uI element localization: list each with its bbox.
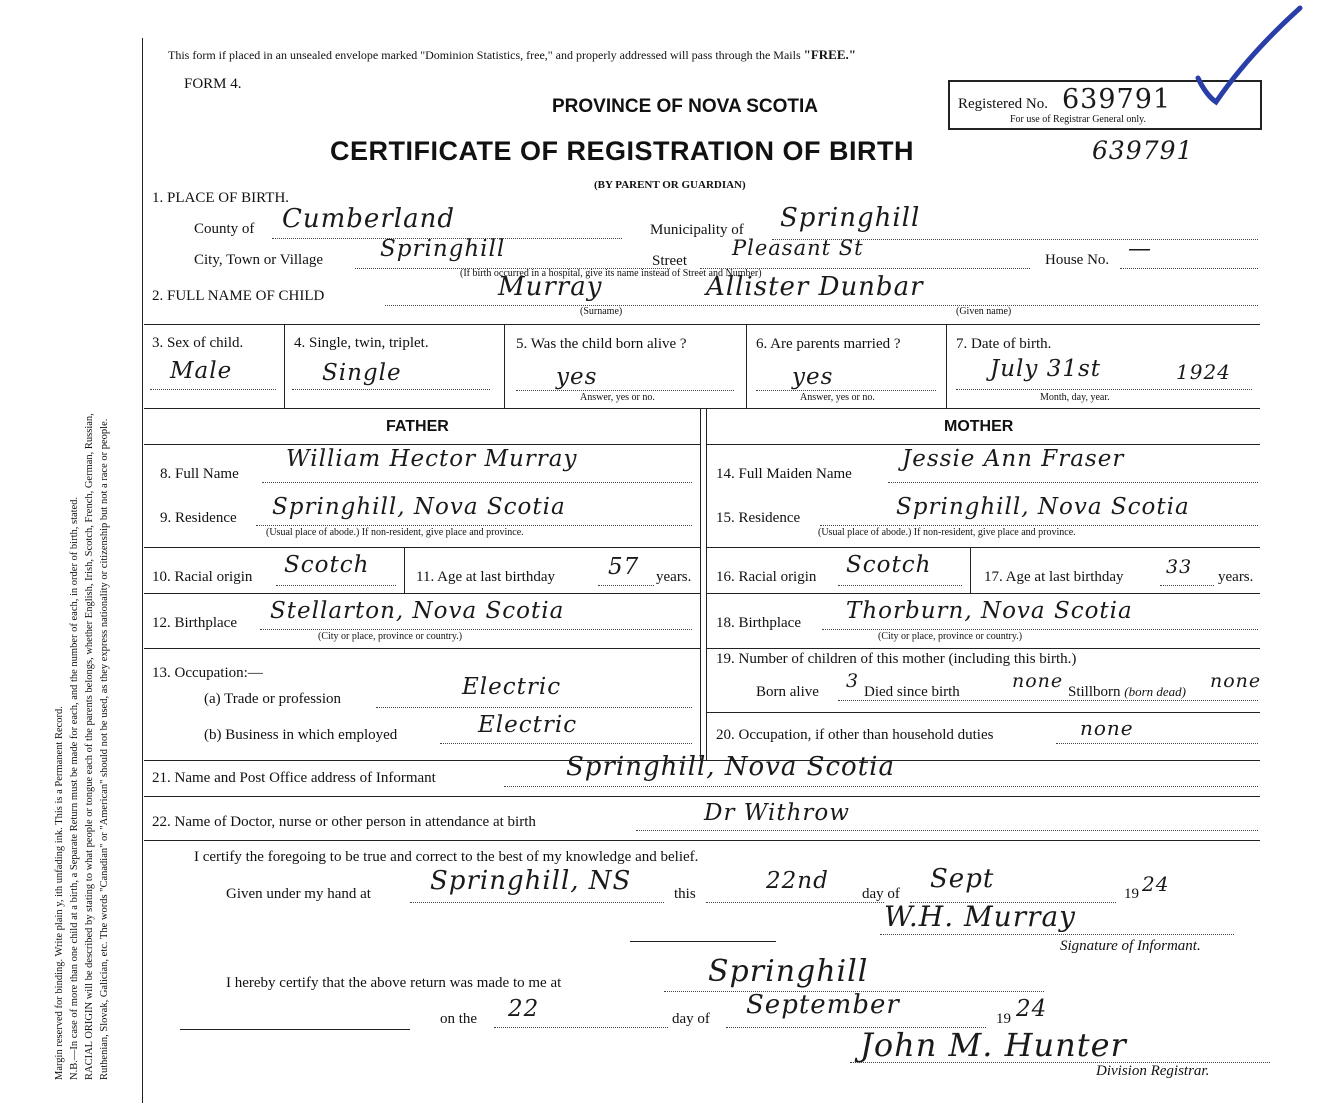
father-residence-line [256, 525, 692, 526]
county-value: Cumberland [282, 204, 455, 234]
given-place-line [410, 902, 664, 903]
father-residence-label: 9. Residence [160, 510, 237, 526]
registrar-on-the: on the [440, 1011, 478, 1027]
sex-label: 3. Sex of child. [152, 335, 244, 351]
father-racial-value: Scotch [284, 552, 370, 578]
mother-name-value: Jessie Ann Fraser [902, 446, 1125, 472]
subtitle: (BY PARENT OR GUARDIAN) [594, 179, 746, 191]
children-label: 19. Number of children of this mother (including this birth.) [716, 651, 1077, 667]
registrar-signature: John M. Hunter [860, 1026, 1127, 1064]
margin-line-2: N.B.—In case of more than one child at a birth, a Separate Return must be made for each, and the number of each, in order of birth, stated. [69, 496, 80, 1080]
registrar-line: I hereby certify that the above return was made to me at [226, 975, 562, 991]
mother-occupation-line [1056, 743, 1258, 744]
mail-notice [168, 47, 856, 63]
dob-year: 1924 [1176, 360, 1231, 384]
occupation-label: 13. Occupation:— [152, 665, 263, 681]
mail-notice-free: "FREE." [803, 47, 856, 62]
street-value: Pleasant St [732, 236, 864, 260]
married-note: Answer, yes or no. [800, 392, 875, 403]
given-under-label: Given under my hand at [226, 886, 371, 902]
father-birthplace-label: 12. Birthplace [152, 615, 237, 631]
city-value: Springhill [380, 236, 506, 262]
municipality-value: Springhill [780, 203, 921, 233]
business-label: (b) Business in which employed [204, 727, 398, 743]
surname-note: (Surname) [580, 306, 623, 317]
rule-registrar-left [180, 1029, 410, 1030]
father-years: years. [656, 569, 692, 585]
margin-line-1: Margin reserved for binding. Write plain y, ith unfading ink. This is a Permanent Record. [54, 706, 65, 1080]
mother-age-label: 17. Age at last birthday [984, 569, 1124, 585]
page-title: CERTIFICATE OF REGISTRATION OF BIRTH [330, 136, 914, 166]
rule-col-4 [946, 324, 947, 408]
informant-label: 21. Name and Post Office address of Informant [152, 770, 436, 786]
certify-this: this [674, 886, 696, 902]
rule-parent-divider-b [706, 408, 707, 760]
trade-label: (a) Trade or profession [204, 691, 342, 707]
informant-signature-line [880, 934, 1234, 935]
rule-father-10 [144, 593, 700, 594]
mother-racial-label: 16. Racial origin [716, 569, 817, 585]
father-heading: FATHER [386, 418, 449, 435]
rule-mother-heading [706, 444, 1260, 445]
registrar-signature-label: Division Registrar. [1096, 1063, 1210, 1079]
mother-birthplace-value: Thorburn, Nova Scotia [846, 598, 1133, 624]
child-surname: Murray [498, 272, 603, 302]
rule-mother-18 [706, 648, 1260, 649]
rule-father-12 [144, 648, 700, 649]
registrar-place: Springhill [708, 954, 869, 989]
mother-heading: MOTHER [944, 418, 1014, 435]
house-value: — [1128, 236, 1152, 262]
mother-racial-value: Scotch [846, 552, 932, 578]
certify-day: 22nd [766, 868, 829, 894]
informant-signature-label: Signature of Informant. [1060, 938, 1201, 954]
house-label: House No. [1045, 252, 1110, 268]
given-place: Springhill, NS [430, 866, 632, 896]
rule-mother-age [970, 547, 971, 593]
plurality-value: Single [322, 360, 402, 386]
alive-label: 5. Was the child born alive ? [516, 336, 687, 352]
registrar-day-of: day of [672, 1011, 710, 1027]
dob-line [956, 389, 1252, 390]
informant-signature: W.H. Murray [884, 900, 1076, 933]
mother-occupation-label: 20. Occupation, if other than household duties [716, 727, 994, 743]
registered-label: Registered No. [958, 96, 1048, 112]
house-line [1120, 268, 1258, 269]
registrar-use-note: For use of Registrar General only. [1010, 114, 1146, 125]
certify-month: Sept [930, 864, 995, 894]
mother-residence-note: (Usual place of abode.) If non-resident, give place and province. [818, 527, 1076, 538]
died-label: Died since birth [864, 684, 960, 700]
child-name-line [385, 305, 1258, 306]
stillborn-label-text: Stillborn [1068, 684, 1121, 700]
doctor-label: 22. Name of Doctor, nurse or other person in attendance at birth [152, 814, 536, 830]
registered-value: 639791 [1062, 84, 1172, 115]
certify-day-of: day of [862, 886, 900, 902]
province-title: PROVINCE OF NOVA SCOTIA [552, 96, 819, 117]
father-age-label: 11. Age at last birthday [416, 569, 555, 585]
dob-value: July 31st [990, 356, 1102, 382]
title-number: 639791 [1092, 136, 1194, 165]
left-border [142, 38, 143, 1103]
mother-birthplace-note: (City or place, province or country.) [878, 631, 1023, 642]
children-line [838, 700, 1258, 701]
mother-residence-line [820, 525, 1258, 526]
married-label: 6. Are parents married ? [756, 336, 901, 352]
mother-name-line [888, 482, 1258, 483]
rule-short-divider [630, 941, 776, 942]
father-birthplace-line [260, 629, 692, 630]
trade-value: Electric [462, 674, 562, 700]
informant-line [504, 786, 1258, 787]
street-label: Street [652, 253, 687, 269]
rule-father-9 [144, 547, 700, 548]
father-racial-label: 10. Racial origin [152, 569, 253, 585]
rule-col-3 [746, 324, 747, 408]
form-number: FORM 4. [184, 76, 242, 92]
alive-note: Answer, yes or no. [580, 392, 655, 403]
father-residence-note: (Usual place of abode.) If non-resident, give place and province. [266, 527, 524, 538]
alive-value: yes [556, 364, 598, 390]
plurality-label: 4. Single, twin, triplet. [294, 335, 429, 351]
rule-row3-top [144, 324, 1260, 325]
rule-doctor [144, 840, 1260, 841]
doctor-line [636, 830, 1258, 831]
stillborn-note: (born dead) [1124, 684, 1187, 699]
married-line [756, 390, 936, 391]
doctor-value: Dr Withrow [704, 800, 850, 826]
alive-line [516, 390, 734, 391]
informant-value: Springhill, Nova Scotia [566, 752, 895, 782]
rule-father-age [404, 547, 405, 593]
hospital-note: (If birth occurred in a hospital, give its name instead of Street and Number) [460, 268, 762, 279]
county-label: County of [194, 221, 255, 237]
rule-parent-divider-a [700, 408, 701, 760]
mother-residence-value: Springhill, Nova Scotia [896, 494, 1190, 520]
mother-occupation-value: none [1080, 716, 1134, 740]
born-alive-label: Born alive [756, 684, 819, 700]
trade-line [376, 707, 692, 708]
mother-birthplace-label: 18. Birthplace [716, 615, 801, 631]
stillborn-value: none [1210, 670, 1262, 692]
mother-residence-label: 15. Residence [716, 510, 801, 526]
married-value: yes [792, 364, 834, 390]
rule-row3-bottom [144, 408, 1260, 409]
sex-line [150, 389, 276, 390]
child-given-name: Allister Dunbar [706, 272, 924, 302]
mother-age-value: 33 [1166, 556, 1193, 578]
registrar-month: September [746, 990, 900, 1020]
given-note: (Given name) [956, 306, 1012, 317]
registrar-year: 24 [1016, 996, 1048, 1022]
born-alive-value: 3 [846, 670, 860, 692]
certify-line: I certify the foregoing to be true and correct to the best of my knowledge and belief. [194, 849, 699, 865]
registrar-day-line [494, 1027, 668, 1028]
mother-birthplace-line [822, 629, 1258, 630]
business-line [440, 743, 692, 744]
business-value: Electric [478, 712, 578, 738]
father-age-value: 57 [608, 554, 640, 580]
rule-col-1 [284, 324, 285, 408]
rule-informant [144, 796, 1260, 797]
margin-notes [52, 413, 112, 1080]
municipality-label: Municipality of [650, 222, 744, 238]
stillborn-label [1068, 684, 1186, 701]
father-name-line [262, 482, 692, 483]
mother-age-line [1160, 585, 1214, 586]
father-racial-line [276, 585, 396, 586]
rule-mother-15 [706, 547, 1260, 548]
father-birthplace-note: (City or place, province or country.) [318, 631, 463, 642]
registrar-day: 22 [508, 996, 540, 1022]
sex-value: Male [170, 358, 233, 384]
certify-year-prefix: 19 [1124, 886, 1139, 902]
father-name-value: William Hector Murray [286, 446, 578, 472]
dob-label: 7. Date of birth. [956, 336, 1052, 352]
father-name-label: 8. Full Name [160, 466, 239, 482]
rule-col-2 [504, 324, 505, 408]
certify-day-line [706, 902, 884, 903]
margin-line-3: RACIAL ORIGIN will be described by stating to what people or tongue each of the parents belongs, whether English, Irish, Scotch, French, German, Russian, [84, 413, 95, 1080]
place-heading: 1. PLACE OF BIRTH. [152, 190, 290, 206]
mail-notice-text: This form if placed in an unsealed envelope marked "Dominion Statistics, free," and properly addressed will pass through the Mails [168, 48, 804, 62]
margin-line-4: Ruthenian, Slovak, Galician, etc. The words "Canadian" or "American" should not be used, as they express nationality or citizenship but not a race or people. [99, 418, 110, 1080]
rule-mother-16 [706, 593, 1260, 594]
father-residence-value: Springhill, Nova Scotia [272, 494, 566, 520]
rule-father-heading [144, 444, 700, 445]
father-age-line [598, 585, 654, 586]
rule-mother-19 [706, 712, 1260, 713]
mother-racial-line [838, 585, 962, 586]
died-value: none [1012, 670, 1064, 692]
registrar-year-prefix: 19 [996, 1011, 1011, 1027]
checkmark-icon [1188, 0, 1308, 110]
dob-note: Month, day, year. [1040, 392, 1110, 403]
father-birthplace-value: Stellarton, Nova Scotia [270, 598, 565, 624]
city-label: City, Town or Village [194, 252, 324, 268]
mother-years: years. [1218, 569, 1254, 585]
mother-name-label: 14. Full Maiden Name [716, 466, 852, 482]
plurality-line [292, 389, 490, 390]
certify-year: 24 [1142, 872, 1170, 896]
child-name-label: 2. FULL NAME OF CHILD [152, 288, 325, 304]
